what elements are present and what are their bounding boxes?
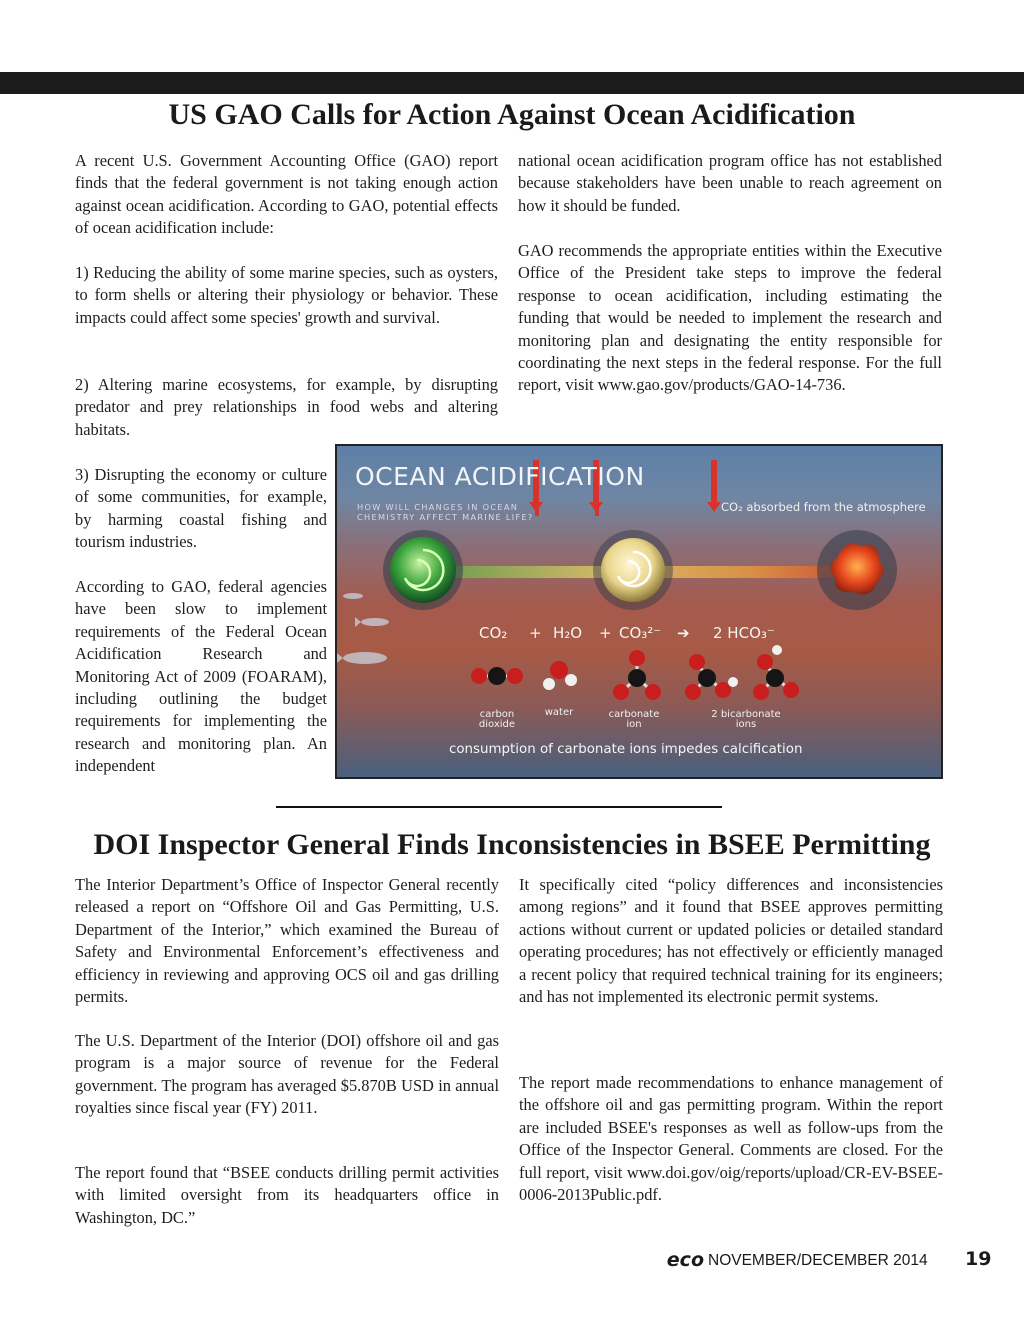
label-bicarbonate-ions: 2 bicarbonate ions [711,709,781,730]
equation-h2o: H₂O [553,624,583,642]
carbon-dioxide-molecule-icon [471,667,523,685]
infographic-title: OCEAN ACIDIFICATION [355,462,645,491]
shell-thinning-icon [593,530,673,610]
infographic-subtitle: HOW WILL CHANGES IN OCEAN CHEMISTRY AFFECT MARINE LIFE? [357,502,534,522]
infographic-caption: consumption of carbonate ions impedes calcification [449,742,803,757]
article2-title: DOI Inspector General Finds Inconsistencies in BSEE Permitting [93,828,931,861]
article1-title: US GAO Calls for Action Against Ocean Acidification [168,98,856,131]
section-divider [276,806,722,808]
article1-right-para-2: GAO recommends the appropriate entities within the Executive Office of the President take steps to improve the federal response to ocean acidification, including estimating the funding that would be needed to implement the research and monitoring plan and designating the entity responsible for coordinating the next steps in the federal response. For the full report, visit www.gao.gov/products/GAO-14-736. [518,241,942,395]
article2-right-para-1: It specifically cited “policy differences and inconsistencies among regions” and it found that BSEE approves permitting actions without current or updated policies or detailed standard operating procedures; has not effectively or efficiently managed a recent policy that required technical training for its engineers; and has not implemented its electronic permit systems. [519,875,943,1007]
page-number: 19 [965,1248,992,1270]
shell-healthy-icon [383,530,463,610]
equation-arrow: ➔ [677,624,690,642]
article1-right-para-1: national ocean acidification program office has not established because stakeholders have been unable to reach agreement on how it should be funded. [518,151,942,215]
bicarbonate-ions-molecule-icon [685,645,799,700]
article1-left-para-4: 3) Disrupting the economy or culture of some communities, for example, by harming coastal fishing and tourism industries. [75,465,327,552]
article2-left-para-2: The U.S. Department of the Interior (DOI) offshore oil and gas program is a major source of revenue for the Federal government. The program has averaged $5.870B USD in annual royalties since fiscal year (FY) 2011. [75,1031,499,1118]
article1-left-para-3: 2) Altering marine ecosystems, for example, by disrupting predator and prey relationships in food webs and altering habitats. [75,375,498,439]
eco-logo: eco [666,1249,704,1271]
issue-date: NOVEMBER/DECEMBER 2014 [708,1252,928,1269]
fish-icon [337,593,389,666]
article1-left-para-5: According to GAO, federal agencies have been slow to implement requirements of the Federal Ocean Acidification Research and Monitoring Act of 2009 (FOARAM), including outlining the budget requirements for implementing the research and monitoring plan. An independent [75,577,327,776]
label-water: water [544,707,574,718]
equation-co2: CO₂ [479,624,508,642]
label-carbon-dioxide: carbon dioxide [478,709,516,730]
article2-right-para-2: The report made recommendations to enhance management of the offshore oil and gas permitting program. Within the report are included BSEE's responses as well as follow-ups from the Office of the Inspector General. Comments are closed. For the full report, visit www.doi.gov/oig/reports/upload/CR-EV-BSEE-0006-2013Public.pdf. [519,1073,943,1205]
article2-left-para-1: The Interior Department’s Office of Inspector General recently released a report on “Offshore Oil and Gas Permitting, U.S. Department of the Interior,” which examined the Bureau of Safety and Environmental Enforcement’s effectiveness and efficiency in reviewing and approving OCS oil and gas drilling permits. [75,875,499,1007]
water-molecule-icon [543,661,577,690]
co2-absorbed-label: CO₂ absorbed from the atmosphere [721,500,926,514]
equation-co3: CO₃²⁻ [619,624,662,642]
label-carbonate-ion: carbonate ion [608,709,660,730]
carbonate-ion-molecule-icon [613,650,661,700]
equation-plus-1: + [529,624,542,642]
article2-left-para-3: The report found that “BSEE conducts drilling permit activities with limited oversight from its headquarters office in Washington, DC.” [75,1163,499,1227]
page-footer [0,1248,1024,1278]
equation-hco3: 2 HCO₃⁻ [713,624,775,642]
equation-plus-2: + [599,624,612,642]
top-bar [0,72,1024,94]
shell-dissolved-icon [817,530,897,610]
ocean-acidification-infographic [335,444,943,779]
article1-left-para-1: A recent U.S. Government Accounting Office (GAO) report finds that the federal government is not taking enough action against ocean acidification. According to GAO, potential effects of ocean acidification include: [75,151,498,238]
article1-left-para-2: 1) Reducing the ability of some marine species, such as oysters, to form shells or altering their physiology or behavior. These impacts could affect some species' growth and survival. [75,263,498,327]
